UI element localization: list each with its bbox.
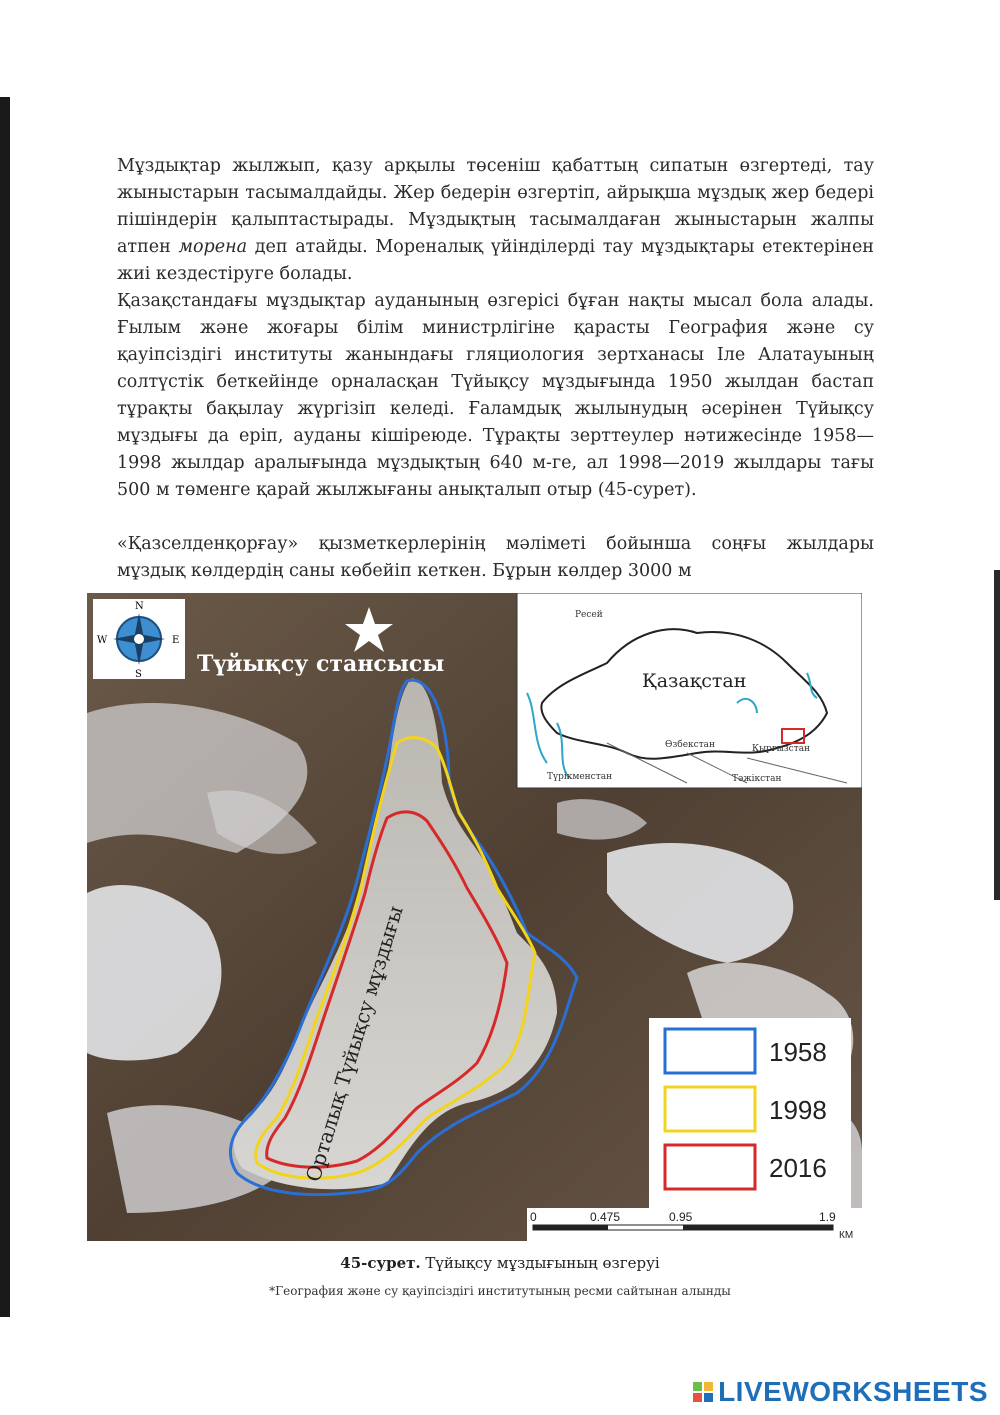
- compass-n: N: [135, 601, 144, 612]
- scale-tick-095: 0.95: [669, 1210, 693, 1224]
- glacier-label: Орталық Түйықсу мұздығы: [300, 902, 408, 1185]
- page-left-edge: [0, 97, 10, 1317]
- inset-turkmenistan-label: Түрікменстан: [547, 772, 613, 782]
- liveworksheets-logo-text: LIVEWORKSHEETS: [718, 1376, 988, 1407]
- figure-caption-title: Түйықсу мұздығының өзгеруі: [420, 1254, 660, 1272]
- scale-tick-0475: 0.475: [590, 1210, 621, 1224]
- map-legend: [649, 1018, 851, 1210]
- scale-tick-0: 0: [530, 1210, 537, 1224]
- figure-source-note: *География және су қауіпсіздігі институтының ресми сайтынан алынды: [269, 1284, 731, 1298]
- liveworksheets-logo-link[interactable]: [692, 1376, 988, 1408]
- legend-year-1958: 1958: [769, 1037, 827, 1067]
- compass-e: E: [172, 635, 180, 646]
- inset-uzbekistan-label: Өзбекстан: [665, 740, 716, 750]
- inset-country-label: Қазақстан: [642, 670, 747, 692]
- glacier-map: [87, 593, 862, 1241]
- kazakhstan-inset-map: [517, 593, 862, 788]
- scale-bar: [527, 1208, 862, 1241]
- paragraph-1-text-a: Мұздықтар жылжып, қазу арқылы төсеніш қабаттың сипатын өзгертеді, тау жыныстарын тасымалдайды. Жер бедерін өзгертіп, айрықша мұздық жер бедері пішіндерін қалыптастырады. Мұздықтың тасымалдаған жыныстарын жалпы атпен: [117, 156, 874, 257]
- glacier-map-figure: [87, 593, 862, 1241]
- page-right-edge: [994, 570, 1000, 900]
- compass-s: S: [135, 669, 142, 680]
- compass-rose-icon: [93, 599, 185, 680]
- inset-russia-label: Ресей: [575, 610, 603, 620]
- scale-unit: КМ: [839, 1230, 854, 1241]
- textbook-page: [10, 97, 990, 1317]
- legend-year-1998: 1998: [769, 1095, 827, 1125]
- legend-year-2016: 2016: [769, 1153, 827, 1183]
- scale-tick-19: 1.9: [819, 1210, 836, 1224]
- liveworksheets-logo-icon: [692, 1381, 714, 1403]
- paragraph-kazakhstan-glaciers: Қазақстандағы мұздықтар ауданының өзгерісі бұған нақты мысал бола алады. Ғылым және жоғары білім министрлігіне қарасты География және су қауіпсіздігі институты жанындағы гляциология зертханасы Іле Алатауының солтүстік беткейінде орналасқан Түйықсу мұздығында 1950 жылдан бастап тұрақты бақылау жүргізіп келеді. Ғаламдық жылынудың әсерінен Түйықсу мұздығы да еріп, ауданы кішіреюде. Тұрақты зерттеулер нәтижесінде 1958—1998 жылдар аралығында мұздықтың 640 м-ге, ал 1998—2019 жылдары тағы 500 м төменге қарай жылжығаны анықталып отыр (45-сурет).: [117, 291, 874, 500]
- station-label: Түйықсу стансысы: [197, 651, 445, 677]
- paragraph-moraine: [117, 153, 874, 288]
- paragraph-glacier-lakes: «Қазселденқорғау» қызметкерлерінің мәліметі бойынша соңғы жылдары мұздық көлдердің саны көбейіп кеткен. Бұрын көлдер 3000 м: [117, 534, 874, 581]
- term-moraine: морена: [178, 237, 248, 257]
- figure-caption-label: 45-сурет.: [340, 1254, 421, 1272]
- inset-kyrgyzstan-label: Қырғызстан: [752, 744, 811, 754]
- figure-caption: [10, 1254, 990, 1272]
- compass-w: W: [97, 635, 108, 646]
- paragraph-1-text-b: деп атайды. Мореналық үйінділерді тау мұздықтары етектерінен жиі кездестіруге болады.: [117, 237, 874, 284]
- inset-tajikistan-label: Тәжікстан: [732, 774, 782, 784]
